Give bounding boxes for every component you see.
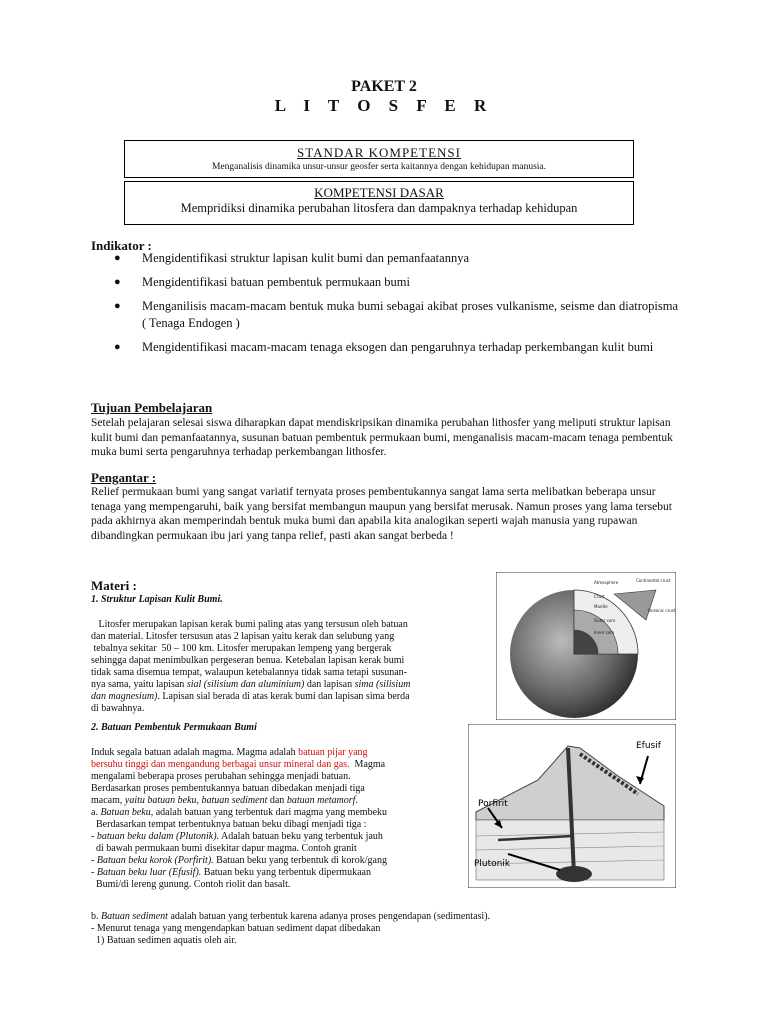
earth-label: Oceanic crust: [648, 608, 676, 613]
materi-p3: b. Batuan sediment adalah batuan yang terbentuk karena adanya proses pengendapan (sedimentasi). - Menurut tenaga yang mengendapkan batuan sediment dapat dibedakan 1) Batuan sedimen aquatis oleh air.: [91, 911, 491, 946]
earth-label: Outer core: [594, 618, 616, 623]
earth-label: Mantle: [594, 604, 608, 609]
porfirit-label: Porfirit: [478, 799, 508, 809]
earth-label: Continental crust: [636, 578, 671, 583]
earth-label: Atmosphere: [594, 580, 619, 585]
materi-sub2: 2. Batuan Pembentuk Permukaan Bumi: [91, 722, 257, 733]
earth-structure-image: [496, 572, 676, 720]
materi-sub1: 1. Struktur Lapisan Kulit Bumi.: [91, 594, 223, 605]
earth-label: Crust: [594, 594, 605, 599]
efusif-label: Efusif: [636, 741, 661, 751]
page-title: L I T O S F E R: [274, 96, 494, 115]
earth-label: Inner core: [594, 630, 615, 635]
indikator-heading: Indikator :: [91, 238, 152, 253]
list-item: ● Mengidentifikasi macam-macam tenaga eksogen dan pengaruhnya terhadap perkembangan kulit bumi: [114, 340, 654, 354]
bullet-icon: ●: [114, 276, 121, 288]
kompetensi-heading: KOMPETENSI DASAR: [314, 185, 444, 200]
plutonik-label: Plutonik: [474, 859, 511, 869]
volcano-rock-image: [468, 724, 676, 888]
bullet-icon: ●: [114, 300, 121, 312]
tujuan-text: Setelah pelajaran selesai siswa diharapkan dapat mendiskripsikan dinamika perubahan lithosfer yang meliputi struktur lapisan kulit bumi dan pemanfaatannya, susunan batuan pembentuk permukaan bumi, menganalisis macam-macam tenaga pembentuk muka bumi serta pengaruhnya terhadap perkembangan lithosfer.: [91, 417, 673, 458]
materi-p2: Induk segala batuan adalah magma. Magma adalah batuan pijar yang bersuhu tinggi dan mengandung berbagai unsur mineral dan gas. Magma mengalami beberapa proses perubahan sehingga menjadi batuan. Berdasarkan proses pembentukannya batuan dibedakan menjadi tiga macam, yaitu batuan beku, batuan sediment dan batuan metamorf. a. Batuan beku, adalah batuan yang terbentuk dari magma yang membeku Berdasarkan tempat terbentuknya batuan beku dibagi menjadi tiga : - batuan beku dalam (Plutonik). Adalah batuan beku yang terbentuk jauh di bawah permukaan bumi disekitar dapur magma. Contoh granit - Batuan beku korok (Porfirit). Batuan beku yang terbentuk di korok/gang - Batuan beku luar (Efusif). Batuan beku yang terbentuk dipermukaan Bumi/di lereng gunung. Contoh riolit dan basalt.: [91, 747, 388, 890]
paket-title: PAKET 2: [351, 78, 417, 95]
bullet-icon: ●: [114, 252, 121, 264]
kompetensi-dasar-box: [124, 181, 634, 225]
standar-heading: STANDAR KOMPETENSI: [297, 145, 461, 160]
materi-p1: Litosfer merupakan lapisan kerak bumi paling atas yang tersusun oleh batuan dan material. Litosfer tersusun atas 2 lapisan yaitu kerak dan selubung yang tebalnya sekitar 50 – 100 km. Litosfer merupakan lempeng yang bergerak sehingga dapat menimbulkan pergeseran benua. Ketebalan lapisan kerak bumi tidak sama disemua tempat, walaupun ketebalannya tidak sama tetapi susunan- nya sama, yaitu lapisan sial (silisium dan aluminium) dan lapisan sima (silisium dan magnesium). Lapisan sial berada di atas kerak bumi dan lapisan sima berda di bawahnya.: [91, 619, 411, 714]
list-item: ● Mengidentifikasi batuan pembentuk permukaan bumi: [114, 275, 410, 289]
tujuan-heading: Tujuan Pembelajaran: [91, 400, 213, 415]
standar-text: Menganalisis dinamika unsur-unsur geosfer serta kaitannya dengan kehidupan manusia.: [211, 162, 547, 172]
materi-heading: Materi :: [91, 578, 137, 593]
list-item: ● Menganilisis macam-macam bentuk muka bumi sebagai akibat proses vulkanisme, seisme dan diatropisma ( Tenaga Endogen ): [114, 299, 678, 330]
pengantar-text: Relief permukaan bumi yang sangat variatif ternyata proses pembentukannya sangat lama serta melibatkan beberapa unsur tenaga yang mempengaruhi, baik yang bersifat membangun maupun yang bersifat merusak. Namun proses yang lama tersebut pada akhirnya akan memperindah bentuk muka bumi dan apabila kita analogikan seperti wajah manusia yang rupawan dibandingkan permukaan ibu jari yang tanpa relief, pasti akan sangat berbeda !: [91, 486, 672, 542]
kompetensi-text: Mempridiksi dinamika perubahan litosfera dan dampaknya terhadap kehidupan: [180, 201, 578, 215]
bullet-icon: ●: [114, 341, 121, 353]
standar-kompetensi-box: [124, 140, 634, 178]
indikator-list: [112, 250, 678, 363]
pengantar-heading: Pengantar :: [91, 470, 157, 485]
list-item: ● Mengidentifikasi struktur lapisan kulit bumi dan pemanfaatannya: [114, 251, 470, 265]
